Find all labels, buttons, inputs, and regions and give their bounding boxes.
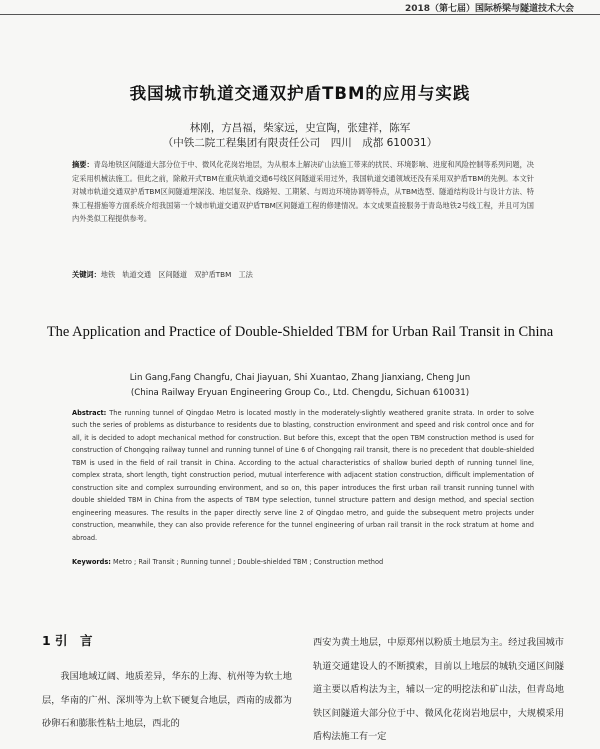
english-keywords-text: Metro ; Rail Transit ; Running tunnel ; Double-shielded TBM ; Construction method bbox=[113, 558, 384, 566]
running-head: 2018（第七届）国际桥梁与隧道技术大会 bbox=[404, 4, 574, 14]
english-affiliation: (China Railway Eryuan Engineering Group Co., Ltd. Chengdu, Sichuan 610031) bbox=[130, 388, 470, 398]
chinese-abstract bbox=[72, 158, 534, 226]
chinese-keywords-label: 关键词： bbox=[72, 270, 101, 279]
english-keywords-label: Keywords: bbox=[72, 558, 111, 566]
english-authors: Lin Gang,Fang Changfu, Chai Jiayuan, Shi Xuantao, Zhang Jianxiang, Cheng Jun bbox=[129, 373, 471, 383]
english-title: The Application and Practice of Double-Shielded TBM for Urban Rail Transit in China bbox=[46, 324, 554, 340]
header-rule bbox=[0, 14, 600, 15]
chinese-title: 我国城市轨道交通双护盾TBM的应用与实践 bbox=[129, 84, 471, 103]
body-text-left: 我国地域辽阔、地质差异，华东的上海、杭州等为软土地层，华南的广州、深圳等为上软下硬复合地层，西南的成都为砂卵石和膨胀性粘土地层，西北的 bbox=[42, 671, 292, 729]
chinese-abstract-label: 摘要： bbox=[72, 160, 94, 169]
chinese-affiliation: （中铁二院工程集团有限责任公司 四川 成都 610031） bbox=[162, 137, 438, 149]
english-abstract-label: Abstract: bbox=[72, 409, 107, 417]
chinese-authors: 林刚，方昌福，柴家远，史宣陶，张建祥，陈军 bbox=[189, 122, 411, 134]
english-keywords bbox=[72, 558, 534, 566]
body-text-right: 西安为黄土地层，中原郑州以粉质土地层为主。经过我国城市轨道交通建设人的不断摸索，目前以上地层的城轨交通区间隧道主要以盾构法为主，辅以一定的明挖法和矿山法，但青岛地铁区间隧道大部分位于中、微风化花岗岩地层中，大规模采用盾构法施工有一定 bbox=[313, 637, 564, 742]
english-abstract bbox=[72, 407, 534, 544]
chinese-keywords-text: 地铁 轨道交通 区间隧道 双护盾TBM 工法 bbox=[100, 270, 253, 279]
english-abstract-text: The running tunnel of Qingdao Metro is located mostly in the moderately-slightly weathered granite strata. In order to solve such the series of problems as disturbance to residents due to blasting, construction environment and speed and risk control once and for all, it is decided to adopt mechanical method for construction. But before this, except that the open TBM construction method is used for construction of Chongqing railway tunnel and running tunnel of Line 6 of Chongqing rail transit, there is no precedent that double-shielded TBM is used in the field of rail transit in China. According to the actual characteristics of shallow buried depth of running tunnel line, complex strata, short length, tight construction period, mutual interference with adjacent station construction, difficult implementation of construction site and complex surrounding environment, and so on, this paper introduces the first urban rail transit running tunnel with double shielded TBM in China from the aspects of TBM type selection, tunnel structure pattern and design method, and special section engineering measures. The results in the paper directly serve line 2 of Qingdao metro, and guide the subsequent metro projects under construction, meanwhile, they can also provide reference for the tunnel engineering of urban rail transit in the rock stratum at home and abroad. bbox=[72, 409, 534, 542]
chinese-keywords bbox=[72, 270, 534, 280]
section-heading: 1 引 言 bbox=[42, 633, 93, 648]
chinese-abstract-text: 青岛地铁区间隧道大部分位于中、微风化花岗岩地层，为从根本上解决矿山法施工带来的扰民、环境影响、进度和风险控制等系列问题，决定采用机械法施工。但此之前，除敞开式TBM在重庆轨道交通6号线区间隧道采用过外，我国轨道交通领域还没有采用双护盾TBM的先例。本文针对城市轨道交通双护盾TBM区间隧道埋深浅、地层复杂、线路短、工期紧、与周边环境协调等特点，从TBM选型、隧道结构设计与设计方法、特殊工程措施等方面系统介绍我国第一个城市轨道交通双护盾TBM区间隧道工程的修建情况。本文成果直接服务于青岛地铁2号线工程，并且可为国内外类似工程提供参考。 bbox=[72, 160, 534, 224]
